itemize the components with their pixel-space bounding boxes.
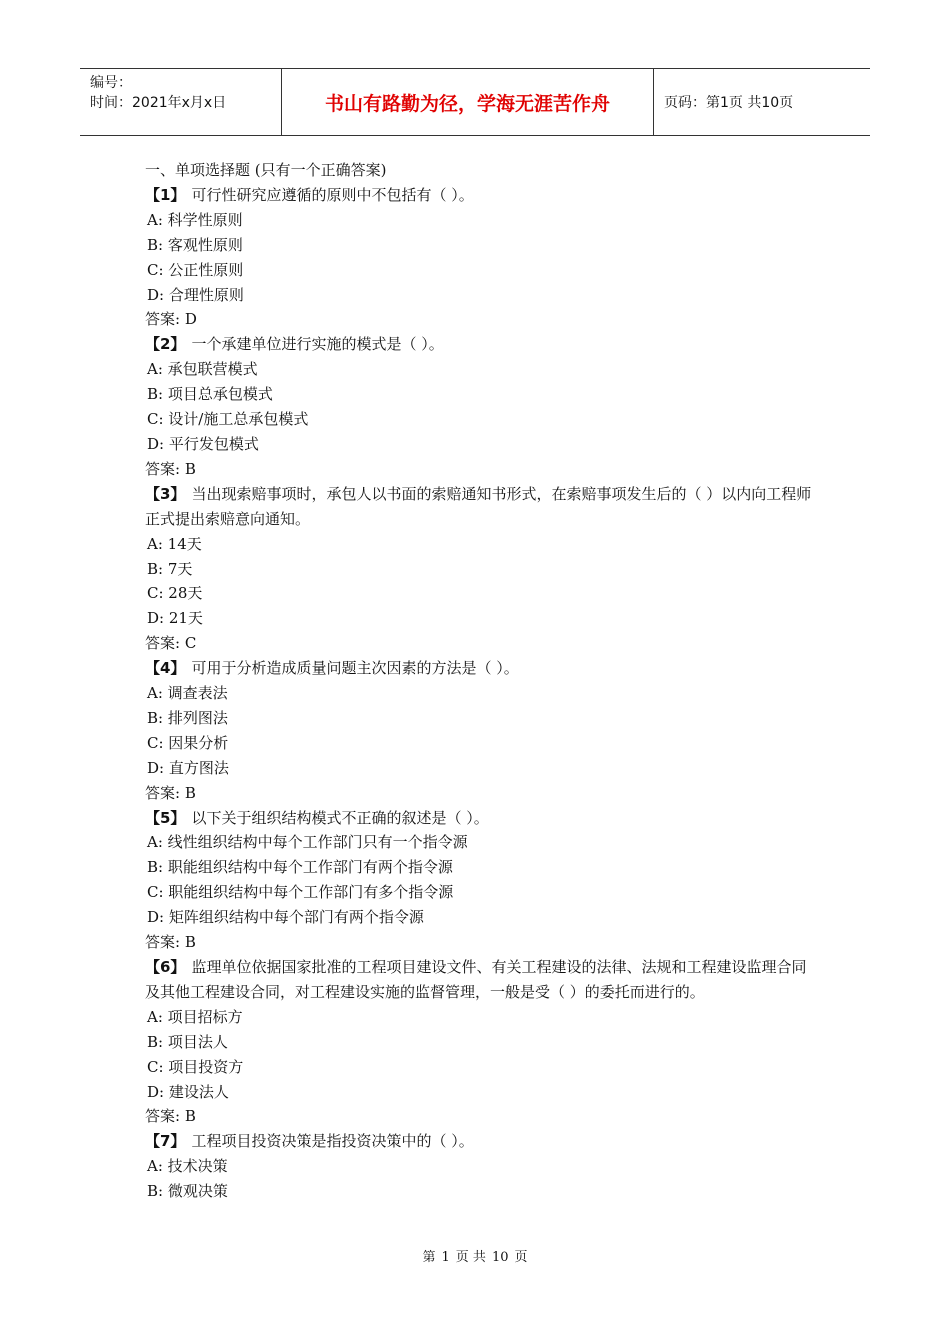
footer-prefix: 第 (422, 1250, 436, 1265)
answer-key: 答案: B (145, 1107, 196, 1126)
question-number: 【5】 (145, 808, 186, 827)
question-number: 【1】 (145, 185, 186, 204)
question-text: 一个承建单位进行实施的模式是（ ）。 (191, 335, 444, 354)
question-stem (145, 656, 815, 681)
answer-option: A: 技术决策 (147, 1157, 228, 1176)
motto: 书山有路勤为径，学海无涯苦作舟 (282, 69, 654, 135)
question-text: 可行性研究应遵循的原则中不包括有（ ）。 (191, 185, 474, 204)
answer-option: C: 职能组织结构中每个工作部门有多个指令源 (147, 883, 454, 902)
answer-option: B: 客观性原则 (147, 235, 243, 254)
answer-option: C: 设计/施工总承包模式 (147, 410, 309, 429)
question-block (145, 806, 815, 955)
answer-option: B: 排列图法 (147, 708, 228, 727)
question-block (145, 955, 815, 1129)
answer-option: A: 14天 (147, 534, 202, 553)
answer-option: D: 平行发包模式 (147, 434, 259, 453)
question-block (145, 183, 815, 332)
question-number: 【6】 (145, 958, 186, 976)
footer-total: 10 (491, 1250, 509, 1265)
answer-option: B: 7天 (147, 559, 193, 578)
question-block (145, 332, 815, 481)
answer-option: A: 科学性原则 (147, 210, 243, 229)
answer-option: B: 项目总承包模式 (147, 385, 273, 404)
footer-suffix: 页 (514, 1250, 528, 1265)
question-block (145, 1129, 815, 1204)
question-block (145, 482, 815, 656)
answer-option: D: 矩阵组织结构中每个部门有两个指令源 (147, 908, 424, 927)
question-stem (145, 332, 815, 357)
header-meta (80, 69, 282, 135)
serial-label: 编号： (90, 75, 132, 91)
answer-option: C: 公正性原则 (147, 260, 244, 279)
answer-option: D: 合理性原则 (147, 285, 244, 304)
footer-mid: 页 共 (455, 1250, 486, 1265)
answer-option: B: 职能组织结构中每个工作部门有两个指令源 (147, 858, 453, 877)
question-text: 工程项目投资决策是指投资决策中的（ ）。 (191, 1132, 474, 1151)
section-title: 一、单项选择题 (只有一个正确答案) (145, 161, 387, 179)
answer-key: 答案: C (145, 634, 197, 653)
question-text: 可用于分析造成质量问题主次因素的方法是（ ）。 (191, 659, 519, 678)
answer-key: 答案: B (145, 783, 196, 802)
answer-option: A: 承包联营模式 (147, 360, 258, 379)
question-stem (145, 1129, 815, 1154)
question-number: 【4】 (145, 659, 186, 678)
question-number: 【2】 (145, 335, 186, 354)
question-block (145, 656, 815, 805)
answer-option: A: 项目招标方 (147, 1007, 243, 1026)
question-stem (145, 482, 815, 532)
answer-option: B: 项目法人 (147, 1032, 228, 1051)
answer-option: C: 项目投资方 (147, 1057, 244, 1076)
answer-option: C: 因果分析 (147, 733, 229, 752)
question-stem (145, 183, 815, 208)
question-text: 以下关于组织结构模式不正确的叙述是（ ）。 (191, 808, 489, 827)
answer-option: C: 28天 (147, 584, 203, 603)
document-body (145, 158, 815, 1204)
answer-key: 答案: D (145, 310, 197, 329)
answer-key: 答案: B (145, 459, 196, 478)
footer-page: 1 (441, 1250, 450, 1265)
question-number: 【7】 (145, 1132, 186, 1151)
question-text: 监理单位依据国家批准的工程项目建设文件、有关工程建设的法律、法规和工程建设监理合同及其他工程建设合同，对工程建设实施的监督管理，一般是受（ ）的委托而进行的。 (145, 958, 807, 1001)
answer-option: B: 微观决策 (147, 1182, 228, 1201)
question-list (145, 183, 815, 1204)
answer-option: A: 调查表法 (147, 684, 228, 703)
page-code: 页码：第1页 共10页 (664, 95, 794, 111)
answer-option: A: 线性组织结构中每个工作部门只有一个指令源 (147, 833, 468, 852)
question-number: 【3】 (145, 484, 186, 503)
question-stem (145, 806, 815, 831)
answer-key: 答案: B (145, 933, 196, 952)
page-footer (0, 1246, 950, 1265)
question-text: 当出现索赔事项时，承包人以书面的索赔通知书形式，在索赔事项发生后的（ ）以内向工程师正式提出索赔意向通知。 (145, 484, 812, 528)
question-stem (145, 955, 815, 1005)
answer-option: D: 直方图法 (147, 758, 229, 777)
header-table (80, 68, 870, 136)
date-text: 时间：2021年x月x日 (90, 95, 227, 111)
answer-option: D: 21天 (147, 609, 203, 628)
answer-option: D: 建设法人 (147, 1082, 229, 1101)
